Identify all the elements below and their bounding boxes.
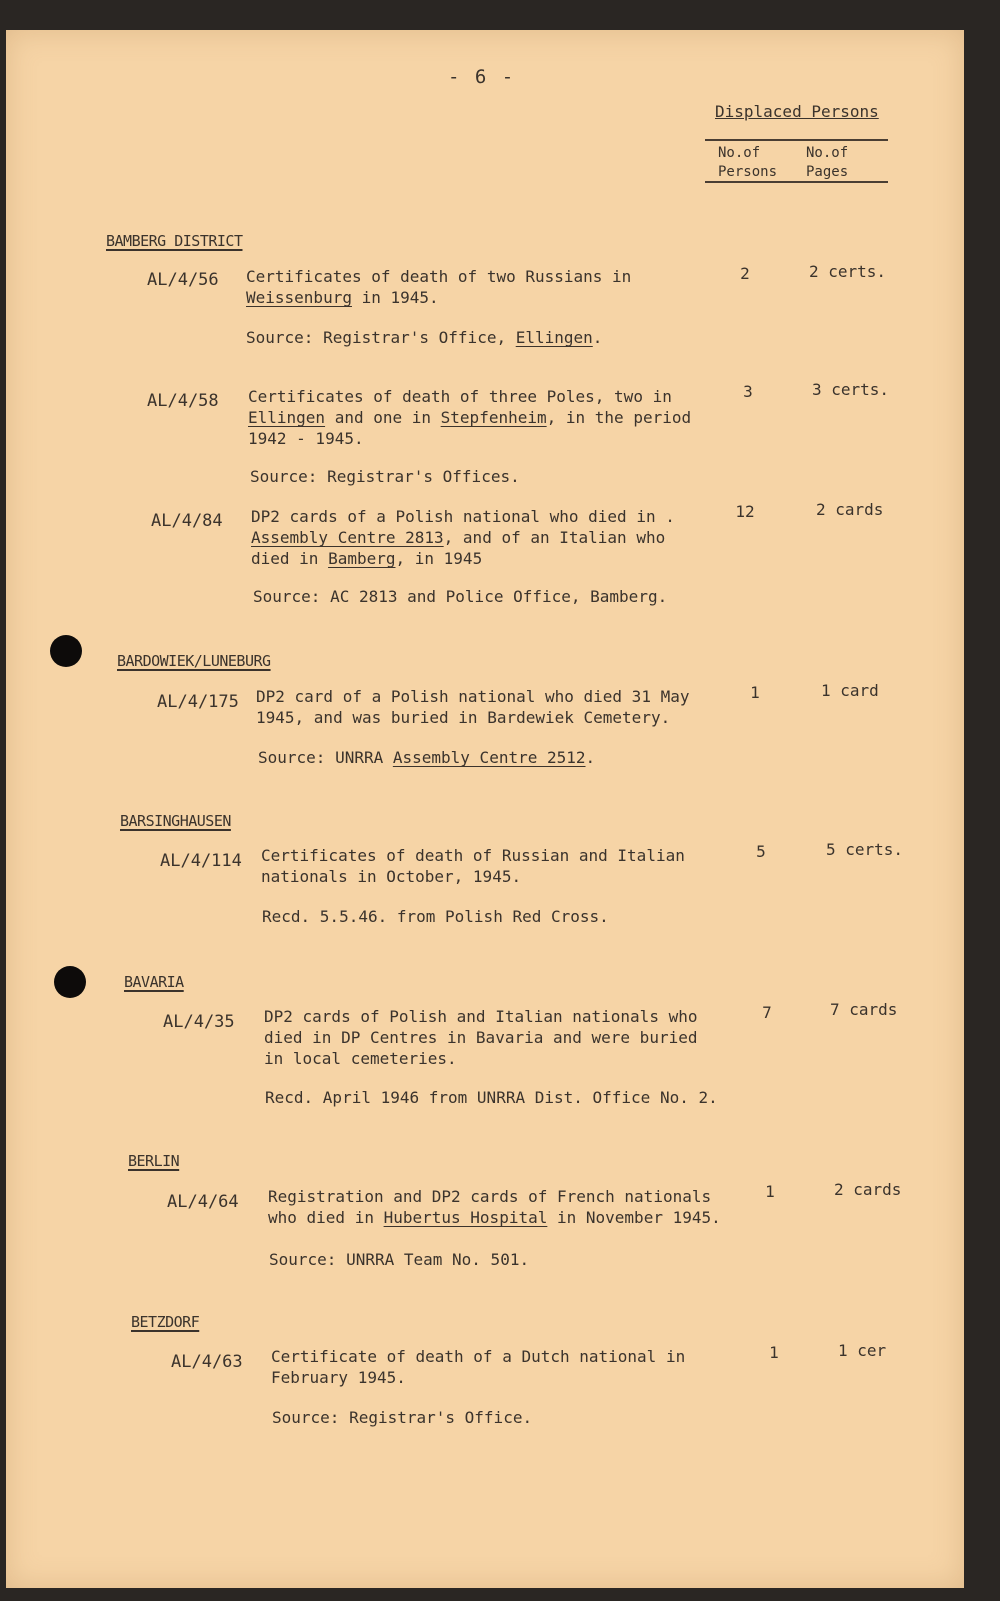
district-heading: BARDOWIEK/LUNEBURG [117,652,271,670]
persons-count: 3 [743,382,753,401]
district-heading: BAMBERG DISTRICT [106,232,243,250]
entry-description: DP2 cards of a Polish national who died in . Assembly Centre 2813, and of an Italian who died in Bamberg, in 1945 [251,507,675,568]
entry-description: Certificate of death of a Dutch national in February 1945. [271,1347,686,1387]
entry-reference: AL/4/58 [147,391,219,411]
entry-description: Certificates of death of two Russians in Weissenburg in 1945. [246,267,632,307]
district-heading: BARSINGHAUSEN [120,812,231,830]
entry-reference: AL/4/114 [160,851,242,871]
entry-source: Source: UNRRA Team No. 501. [269,1250,530,1269]
district-heading: BERLIN [128,1152,180,1170]
entry-description: DP2 card of a Polish national who died 31 May 1945, and was buried in Bardewiek Cemetery. [256,687,690,727]
pages-count: 2 certs. [809,262,887,281]
entry-source: Source: Registrar's Office, Ellingen. [246,328,603,347]
header-rule-bottom [705,181,888,183]
entry-reference: AL/4/56 [147,270,219,290]
entry-reference: AL/4/175 [157,692,239,712]
entry-description: Registration and DP2 cards of French nationals who died in Hubertus Hospital in November 1945. [268,1187,721,1227]
entry-source: Recd. 5.5.46. from Polish Red Cross. [262,907,609,926]
entry-description: Certificates of death of three Poles, two in Ellingen and one in Stepfenheim, in the period 1942 - 1945. [248,387,692,448]
pages-count: 3 certs. [812,380,890,399]
entry-reference: AL/4/64 [167,1192,239,1212]
punch-hole-icon [50,635,82,667]
entry-source: Source: Registrar's Offices. [250,467,520,486]
entry-reference: AL/4/63 [171,1352,243,1372]
pages-column-header: No.of Pages [806,145,849,180]
persons-column-header: No.of Persons [718,145,778,180]
pages-count: 7 cards [830,1000,898,1019]
persons-count: 1 [765,1182,775,1201]
entry-source: Source: AC 2813 and Police Office, Bamberg. [253,587,668,606]
header-rule [705,139,888,141]
district-heading: BETZDORF [131,1313,200,1331]
persons-count: 2 [740,264,750,283]
entry-source: Source: UNRRA Assembly Centre 2512. [258,748,596,767]
pages-count: 2 cards [816,500,884,519]
entry-reference: AL/4/84 [151,511,223,531]
page-number: - 6 - [448,66,516,88]
persons-count: 1 [750,683,760,702]
district-heading: BAVARIA [124,973,184,991]
pages-count: 5 certs. [826,840,904,859]
persons-count: 7 [762,1003,772,1022]
entry-source: Recd. April 1946 from UNRRA Dist. Office No. 2. [265,1088,718,1107]
persons-count: 1 [769,1343,779,1362]
column-group-title: Displaced Persons [715,102,879,121]
entry-reference: AL/4/35 [163,1012,235,1032]
punch-hole-icon [54,966,86,998]
entry-description: DP2 cards of Polish and Italian nationals who died in DP Centres in Bavaria and were buried in local cemeteries. [264,1007,698,1068]
pages-count: 2 cards [834,1180,902,1199]
persons-count: 12 [735,502,755,521]
entry-description: Certificates of death of Russian and Italian nationals in October, 1945. [261,846,685,886]
entry-source: Source: Registrar's Office. [272,1408,533,1427]
persons-count: 5 [756,842,766,861]
pages-count: 1 cer [838,1341,887,1360]
pages-count: 1 card [821,681,879,700]
